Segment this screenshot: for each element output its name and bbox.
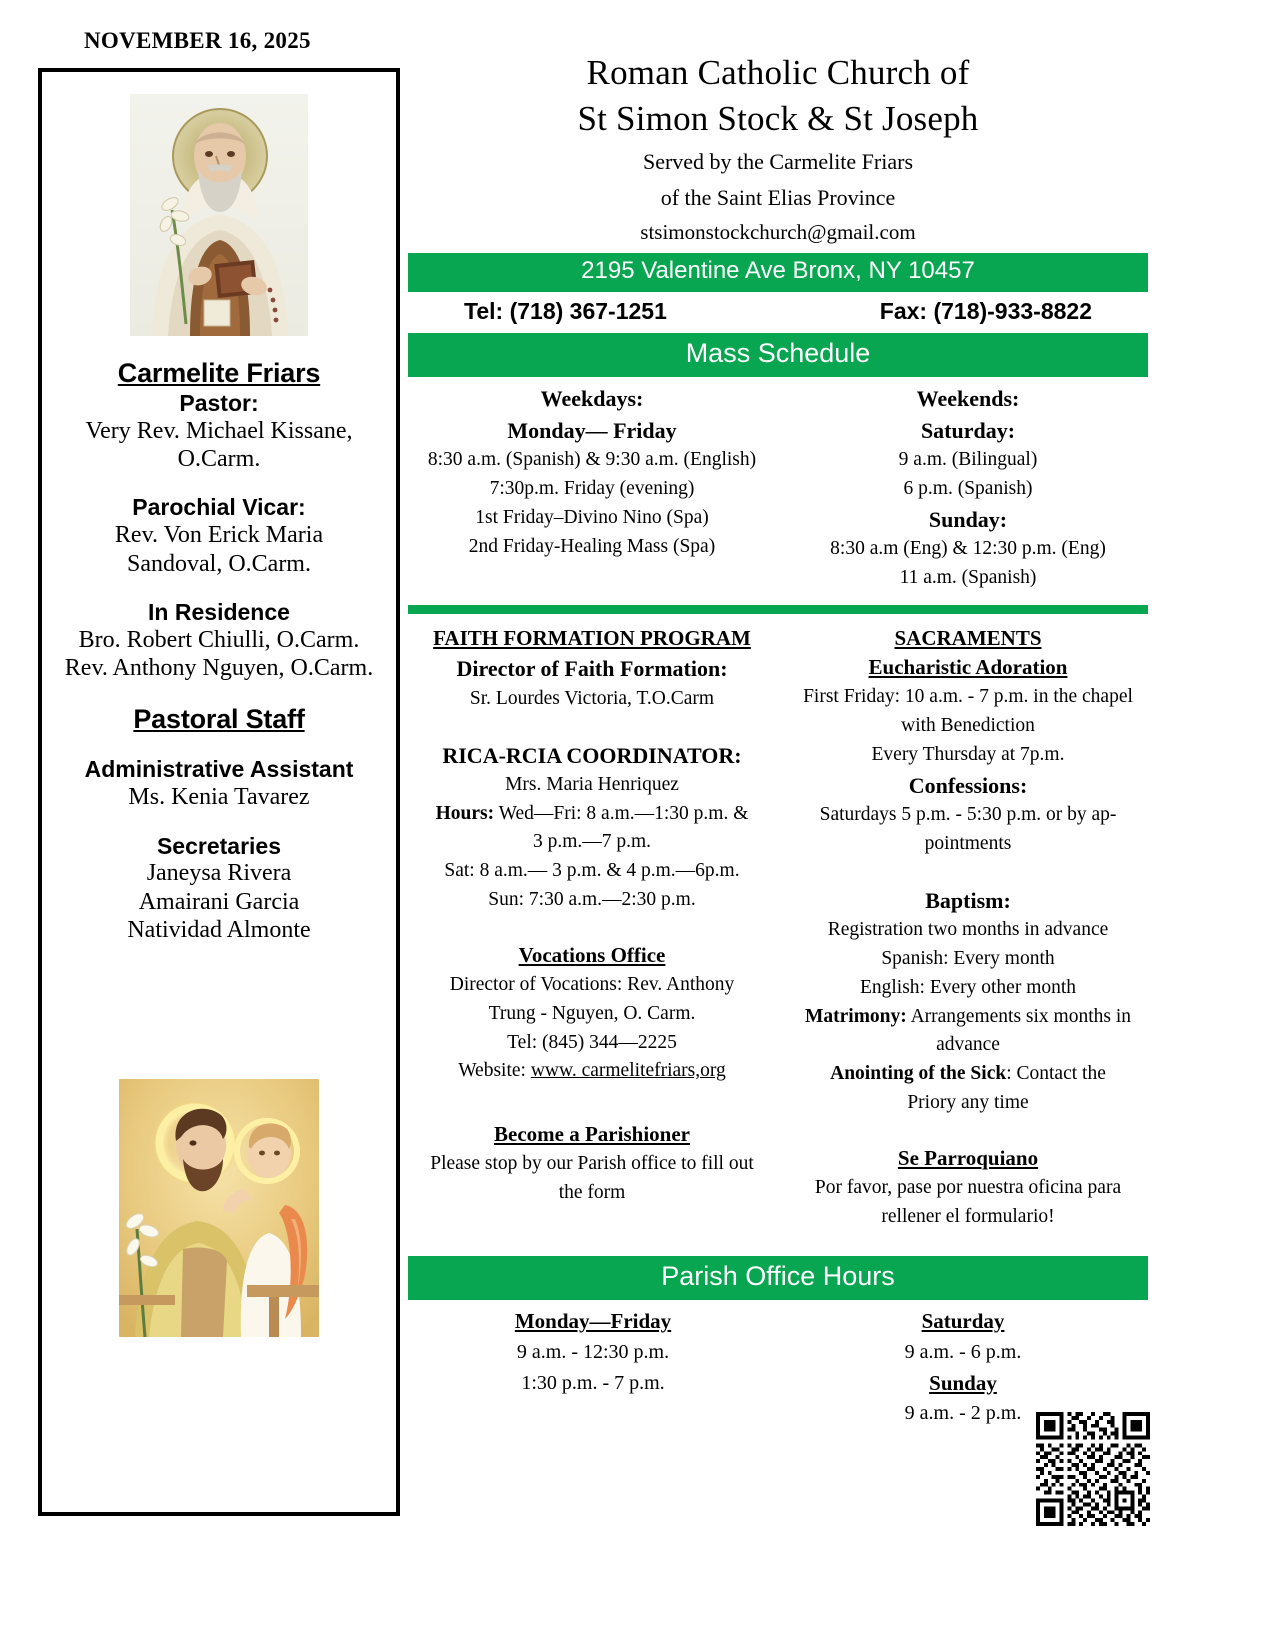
rcia-coordinator-name: Mrs. Maria Henriquez (505, 773, 679, 795)
rcia-hours-line-1 (418, 800, 766, 829)
bulletin-date: NOVEMBER 16, 2025 (84, 28, 311, 53)
sacraments-title: SACRAMENTS (894, 625, 1042, 650)
spacer (418, 714, 766, 740)
in-residence-name-2: Rev. Anthony Nguyen, O.Carm. (64, 655, 374, 682)
weekday-mass-line-2: 7:30p.m. Friday (evening) (489, 477, 695, 499)
anointing-text: : Contact the (1006, 1063, 1106, 1085)
parish-email[interactable]: stsimonstockchurch@gmail.com (640, 220, 916, 245)
st-joseph-image (119, 1079, 319, 1337)
role-label-parochial-vicar: Parochial Vicar: (132, 494, 306, 521)
matrimony-label: Matrimony: (804, 1005, 907, 1027)
spacer (418, 1086, 766, 1120)
vicar-name-line1: Rev. Von Erick Maria (114, 522, 324, 549)
become-parishioner-line-1: Please stop by our Parish office to fill out (430, 1153, 754, 1175)
anointing-label: Anointing of the Sick (830, 1063, 1007, 1085)
office-hours-sunday-label: Sunday (929, 1370, 997, 1395)
secretary-name-1: Janeysa Rivera (146, 860, 292, 887)
mass-schedule-weekdays (408, 383, 778, 592)
office-hours-weekday-label: Monday—Friday (514, 1309, 672, 1334)
vocations-website-link[interactable]: www. carmelitefriars,org (530, 1060, 726, 1082)
anointing-line-1 (792, 1060, 1144, 1089)
rcia-coordinator-label: RICA-RCIA COORDINATOR: (442, 742, 742, 768)
weekday-mass-line-4: 2nd Friday-Healing Mass (Spa) (468, 535, 716, 557)
confessions-line-2: pointments (924, 832, 1012, 854)
parish-address-bar: 2195 Valentine Ave Bronx, NY 10457 (408, 253, 1148, 291)
vocations-director-line-1: Director of Vocations: Rev. Anthony (449, 973, 735, 995)
become-parishioner-title: Become a Parishioner (494, 1122, 690, 1147)
vocations-website-label: Website: (458, 1060, 531, 1082)
admin-assistant-name: Ms. Kenia Tavarez (128, 784, 310, 811)
confessions-label: Confessions: (908, 772, 1028, 798)
baptism-line-2: Spanish: Every month (881, 947, 1055, 969)
sidebar-panel (38, 68, 400, 1516)
pastor-name-line2: O.Carm. (177, 446, 261, 473)
eucharistic-adoration-label: Eucharistic Adoration (868, 655, 1068, 680)
baptism-label: Baptism: (925, 887, 1011, 913)
role-label-in-residence: In Residence (148, 598, 290, 625)
weekdays-subheading: Monday— Friday (507, 417, 677, 443)
parish-fax: Fax: (718)-933-8822 (879, 297, 1092, 324)
faith-formation-column (408, 624, 778, 1232)
carmelite-friars-title: Carmelite Friars (117, 358, 321, 388)
st-simon-stock-image (130, 94, 308, 336)
anointing-line-2: Priory any time (907, 1092, 1029, 1114)
se-parroquiano-title: Se Parroquiano (897, 1146, 1039, 1170)
matrimony-line-1 (792, 1003, 1144, 1032)
church-name-line2: St Simon Stock & St Joseph (577, 98, 979, 138)
role-label-pastor: Pastor: (179, 390, 259, 416)
faith-formation-title: FAITH FORMATION PROGRAM (433, 625, 751, 650)
sunday-mass-line-1: 8:30 a.m (Eng) & 12:30 p.m. (Eng) (830, 537, 1106, 559)
weekdays-heading: Weekdays: (540, 386, 644, 412)
main-content (408, 50, 1148, 1429)
carmelite-friars-block (42, 358, 396, 944)
baptism-line-3: English: Every other month (859, 976, 1077, 998)
rcia-hours-line-2: 3 p.m.—7 p.m. (532, 831, 652, 853)
weekday-mass-line-3: 1st Friday–Divino Nino (Spa) (475, 506, 709, 528)
matrimony-line-2: advance (936, 1034, 1000, 1056)
office-hours-weekday-time-2: 1:30 p.m. - 7 p.m. (521, 1371, 665, 1394)
se-parroquiano-line-2: rellener el formulario! (881, 1205, 1055, 1227)
rcia-hours-text-1: Wed—Fri: 8 a.m.—1:30 p.m. & (494, 802, 749, 824)
faith-formation-director-name: Sr. Lourdes Victoria, T.O.Carm (469, 687, 715, 709)
rcia-hours-label: Hours: (435, 802, 495, 824)
mass-schedule-columns (408, 383, 1148, 592)
in-residence-name-1: Bro. Robert Chiulli, O.Carm. (78, 626, 360, 653)
confessions-line-1: Saturdays 5 p.m. - 5:30 p.m. or by ap- (819, 804, 1117, 826)
rcia-hours-line-4: Sun: 7:30 a.m.—2:30 p.m. (488, 889, 696, 911)
weekends-heading: Weekends: (916, 386, 1020, 412)
mass-schedule-weekends (778, 383, 1148, 592)
role-label-admin-assistant: Administrative Assistant (84, 756, 354, 783)
served-by-line1: Served by the Carmelite Friars (642, 149, 914, 174)
office-hours-weekday-time-1: 9 a.m. - 12:30 p.m. (516, 1340, 670, 1363)
vocations-office-title: Vocations Office (518, 943, 666, 968)
mass-schedule-banner: Mass Schedule (408, 333, 1148, 378)
church-name-line1: Roman Catholic Church of (586, 53, 970, 92)
sacraments-column (778, 624, 1148, 1232)
adoration-line-2: with Benediction (901, 715, 1035, 737)
saturday-mass-line-2: 6 p.m. (Spanish) (903, 477, 1033, 499)
rcia-hours-line-3: Sat: 8 a.m.— 3 p.m. & 4 p.m.—6p.m. (444, 860, 740, 882)
sunday-label: Sunday: (928, 506, 1008, 532)
vocations-website-row (418, 1057, 766, 1086)
become-parishioner-line-2: the form (558, 1181, 626, 1203)
role-label-secretaries: Secretaries (156, 832, 282, 859)
contact-row (408, 292, 1148, 333)
office-hours-saturday-time: 9 a.m. - 6 p.m. (904, 1340, 1022, 1363)
baptism-line-1: Registration two months in advance (827, 918, 1109, 940)
programs-columns (408, 624, 1148, 1232)
secretary-name-3: Natividad Almonte (127, 916, 311, 943)
secretary-name-2: Amairani Garcia (138, 888, 300, 915)
spacer (792, 859, 1144, 885)
vocations-director-line-2: Trung - Nguyen, O. Carm. (488, 1002, 696, 1024)
pastoral-staff-title: Pastoral Staff (133, 704, 305, 735)
spacer (418, 915, 766, 941)
weekday-mass-line-1: 8:30 a.m. (Spanish) & 9:30 a.m. (English) (427, 448, 757, 470)
office-hours-sunday-time: 9 a.m. - 2 p.m. (904, 1402, 1022, 1425)
served-by-line2: of the Saint Elias Province (660, 184, 896, 210)
spacer (792, 1118, 1144, 1144)
saturday-label: Saturday: (920, 417, 1016, 443)
adoration-line-3: Every Thursday at 7p.m. (871, 743, 1065, 765)
se-parroquiano-line-1: Por favor, pase por nuestra oficina para (814, 1176, 1122, 1198)
vocations-telephone[interactable]: Tel: (845) 344—2225 (507, 1031, 677, 1053)
sunday-mass-line-2: 11 a.m. (Spanish) (899, 566, 1037, 588)
saturday-mass-line-1: 9 a.m. (Bilingual) (898, 448, 1038, 470)
office-hours-columns (408, 1306, 1148, 1429)
office-hours-saturday-label: Saturday (921, 1309, 1005, 1334)
section-divider-rule (408, 605, 1148, 614)
parish-office-hours-banner: Parish Office Hours (408, 1256, 1148, 1301)
pastor-name-line1: Very Rev. Michael Kissane, (85, 417, 353, 444)
faith-formation-director-label: Director of Faith Formation: (456, 656, 728, 682)
adoration-line-1: First Friday: 10 a.m. - 7 p.m. in the chapel (803, 686, 1133, 708)
office-hours-weekend (778, 1306, 1148, 1429)
parish-telephone[interactable]: Tel: (718) 367-1251 (464, 297, 667, 324)
qr-code[interactable] (1036, 1412, 1150, 1526)
vicar-name-line2: Sandoval, O.Carm. (127, 550, 311, 577)
office-hours-weekday (408, 1306, 778, 1429)
matrimony-text: Arrangements six months in (906, 1005, 1132, 1027)
